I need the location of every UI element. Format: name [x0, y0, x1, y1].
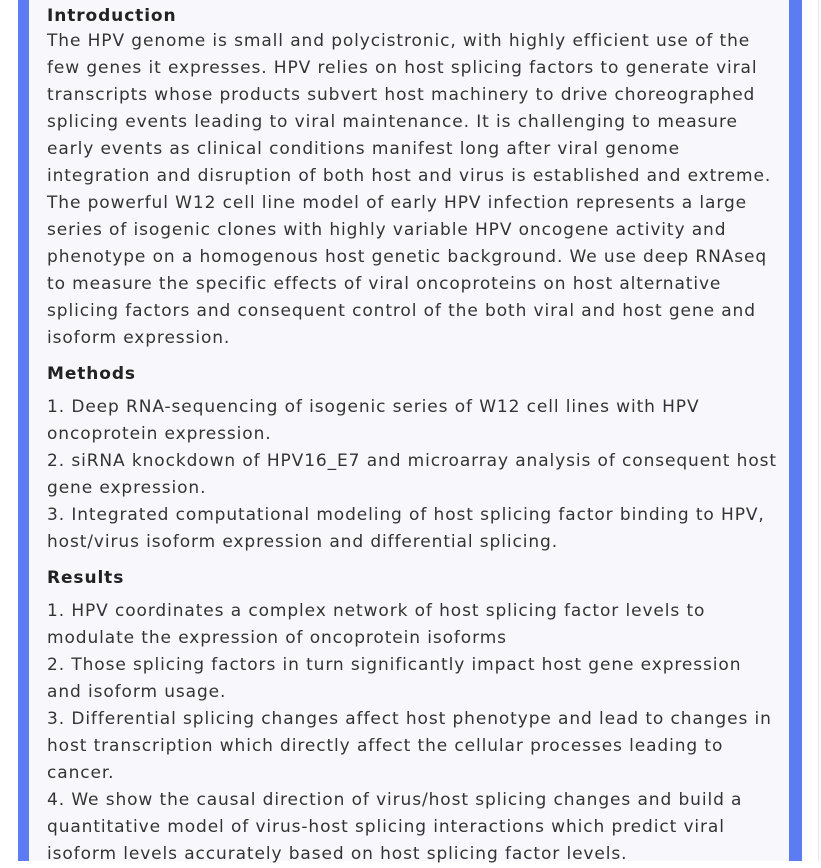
- results-heading: Results: [47, 568, 125, 588]
- results-item: 4. We show the causal direction of virus/host splicing changes and build a quantitative model of virus-host splicing interactions which predict viral isoform levels accurately based on host splicing factor levels.: [47, 790, 743, 864]
- methods-heading: Methods: [47, 364, 136, 384]
- results-item: 2. Those splicing factors in turn significantly impact host gene expression and isoform usage.: [47, 655, 742, 702]
- introduction-section: [47, 4, 782, 352]
- scroll-divider: [818, 0, 819, 861]
- methods-section: [47, 362, 782, 556]
- results-item: 3. Differential splicing changes affect host phenotype and lead to changes in host transcription which directly affect the cellular processes leading to cancer.: [47, 709, 772, 783]
- introduction-heading: Introduction: [47, 6, 177, 26]
- methods-item: 3. Integrated computational modeling of host splicing factor binding to HPV, host/virus isoform expression and differential splicing.: [47, 505, 765, 552]
- introduction-text: The HPV genome is small and polycistronic, with highly efficient use of the few genes it expresses. HPV relies on host splicing factors to generate viral transcripts whose products subvert host machinery to drive choreographed splicing events leading to viral maintenance. It is challenging to measure early events as clinical conditions manifest long after viral genome integration and disruption of both host and virus is established and extreme. The powerful W12 cell line model of early HPV infection represents a large series of isogenic clones with highly variable HPV oncogene activity and phenotype on a homogenous host genetic background. We use deep RNAseq to measure the specific effects of viral oncoproteins on host alternative splicing factors and consequent control of the both viral and host gene and isoform expression.: [47, 31, 772, 348]
- methods-item: 1. Deep RNA-sequencing of isogenic series of W12 cell lines with HPV oncoprotein expression.: [47, 397, 700, 444]
- abstract-body: [47, 4, 782, 868]
- results-item: 1. HPV coordinates a complex network of host splicing factor levels to modulate the expression of oncoprotein isoforms: [47, 601, 706, 648]
- methods-item: 2. siRNA knockdown of HPV16_E7 and microarray analysis of consequent host gene expression.: [47, 451, 777, 498]
- results-section: [47, 566, 782, 868]
